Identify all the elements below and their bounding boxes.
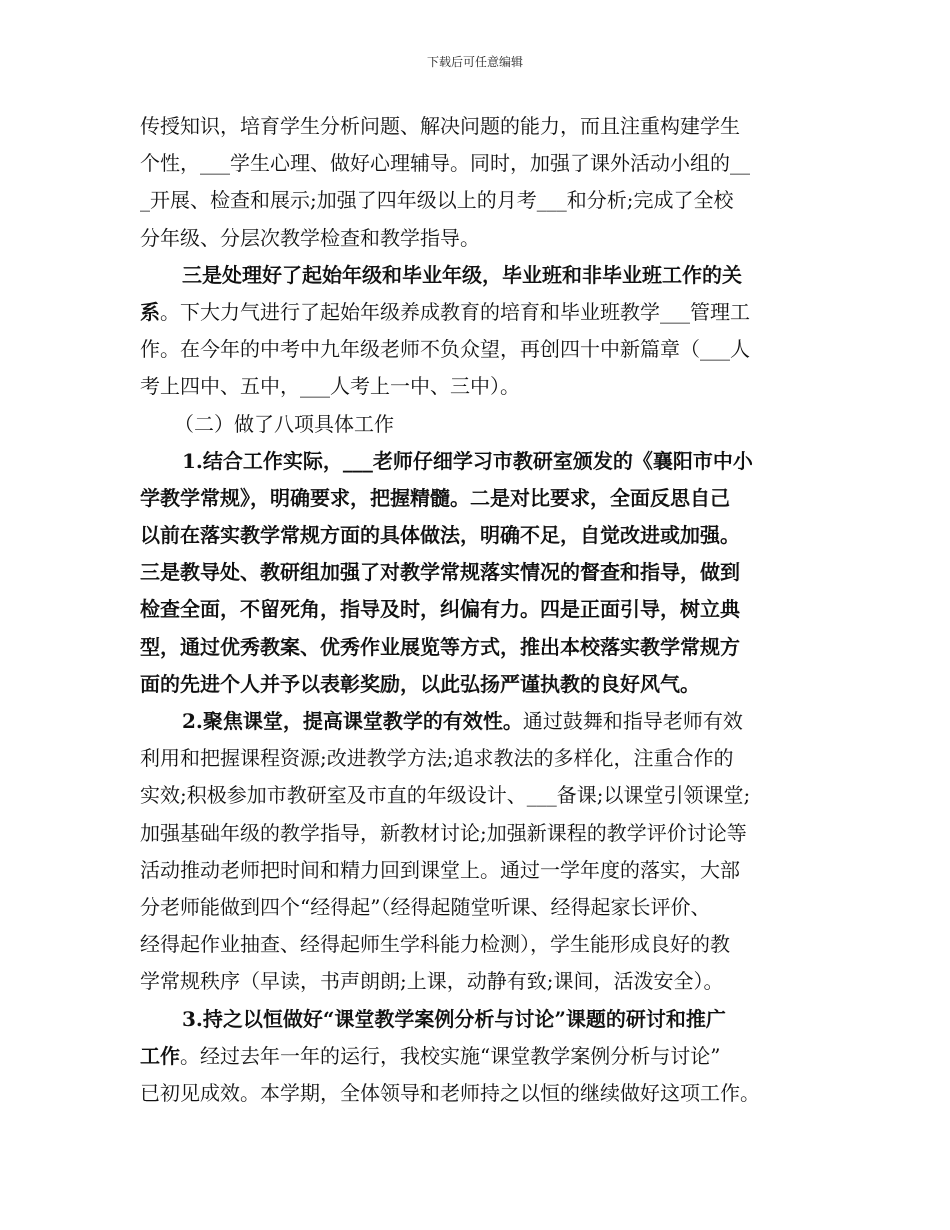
text-line — [140, 591, 812, 628]
text-line — [140, 220, 812, 257]
text-line — [140, 629, 812, 666]
page-header: 下载后可任意编辑 — [426, 55, 523, 69]
bold-text: 三是教导处、教研组加强了对教学常规落实情况的督查和指导，做到 — [140, 560, 740, 585]
regular-text: 学常规秩序（早读，书声朗朗;上课，动静有致;课间，活泼安全）。 — [140, 969, 724, 994]
bold-text: 2.聚焦课堂，提高课堂教学的有效性。 — [182, 709, 523, 733]
regular-text: 个性，___学生心理、做好心理辅导。同时，加强了课外活动小组的__ — [140, 151, 750, 176]
bold-text: 学教学常规》，明确要求，把握精髓。二是对比要求，全面反思自己 — [140, 485, 730, 510]
regular-text: 分年级、分层次教学检查和教学指导。 — [140, 225, 480, 250]
text-line — [140, 480, 812, 517]
document-body — [140, 108, 812, 1112]
regular-text: 传授知识，培育学生分析问题、解决问题的能力，而且注重构建学生 — [140, 114, 740, 138]
regular-text: 实效;积极参加市教研室及市直的年级设计、___备课;以课堂引领课堂; — [140, 783, 751, 808]
text-line — [140, 963, 812, 1000]
bold-text: 以前在落实教学常规方面的具体做法，明确不足，自觉改进或加强。 — [140, 523, 740, 548]
regular-text: 考上四中、五中，___人考上一中、三中）。 — [140, 374, 520, 399]
regular-text: 已初见成效。本学期，全体领导和老师持之以恒的继续做好这项工作。 — [140, 1080, 760, 1105]
bold-text: 面的先进个人并予以表彰奖励，以此弘扬严谨执教的良好风气。 — [140, 671, 700, 696]
regular-text: 。下大力气进行了起始年级养成教育的培育和毕业班教学___管理工 — [160, 299, 750, 324]
text-line — [140, 108, 812, 145]
text-line — [140, 145, 812, 182]
regular-text: 。经过去年一年的运行，我校实施“课堂教学案例分析与讨论” — [180, 1043, 721, 1068]
text-line — [140, 368, 812, 405]
text-line — [140, 777, 812, 814]
regular-text: 经得起作业抽查、经得起师生学科能力检测），学生能形成良好的教 — [140, 932, 730, 957]
regular-text: 加强基础年级的教学指导，新教材讨论;加强新课程的教学评价讨论等 — [140, 820, 747, 845]
bold-text: 3.持之以恒做好“课堂教学案例分析与讨论”课题的研讨和推广 — [182, 1006, 726, 1031]
text-line — [140, 182, 812, 219]
bold-text: 系 — [140, 299, 160, 324]
regular-text: 分老师能做到四个“经得起”（经得起随堂听课、经得起家长评价、 — [140, 894, 711, 919]
text-line — [140, 815, 812, 852]
regular-text: _开展、检查和展示;加强了四年级以上的月考___和分析;完成了全校 — [140, 188, 734, 213]
text-line — [140, 666, 812, 703]
text-line — [140, 554, 812, 591]
regular-text: 活动推动老师把时间和精力回到课堂上。通过一学年度的落实，大部 — [140, 857, 740, 882]
regular-text: （二）做了八项具体工作 — [174, 411, 394, 436]
regular-text: 利用和把握课程资源;改进教学方法;追求教法的多样化，注重合作的 — [140, 746, 734, 771]
text-line — [140, 889, 812, 926]
text-line — [140, 926, 812, 963]
bold-text: 三是处理好了起始年级和毕业年级，毕业班和非毕业班工作的关 — [182, 262, 742, 287]
text-line — [140, 331, 812, 368]
bold-text: 工作 — [140, 1043, 180, 1068]
text-line — [140, 1001, 812, 1038]
bold-text: 型，通过优秀教案、优秀作业展览等方式，推出本校落实教学常规方 — [140, 634, 740, 659]
text-line — [140, 406, 812, 443]
text-line — [140, 1075, 812, 1112]
text-line — [140, 740, 812, 777]
regular-text: 作。在今年的中考中九年级老师不负众望，再创四十中新篇章（___人 — [140, 337, 750, 362]
text-line — [140, 517, 812, 554]
text-line — [140, 294, 812, 331]
text-line — [140, 257, 812, 294]
regular-text: 通过鼓舞和指导老师有效 — [522, 709, 743, 733]
bold-text: 检查全面，不留死角，指导及时，纠偏有力。四是正面引导，树立典 — [140, 597, 740, 622]
bold-text: 1.结合工作实际，___老师仔细学习市教研室颁发的《襄阳市中小 — [182, 448, 753, 473]
text-line — [140, 443, 812, 480]
text-line — [140, 703, 812, 740]
text-line — [140, 852, 812, 889]
text-line — [140, 1038, 812, 1075]
